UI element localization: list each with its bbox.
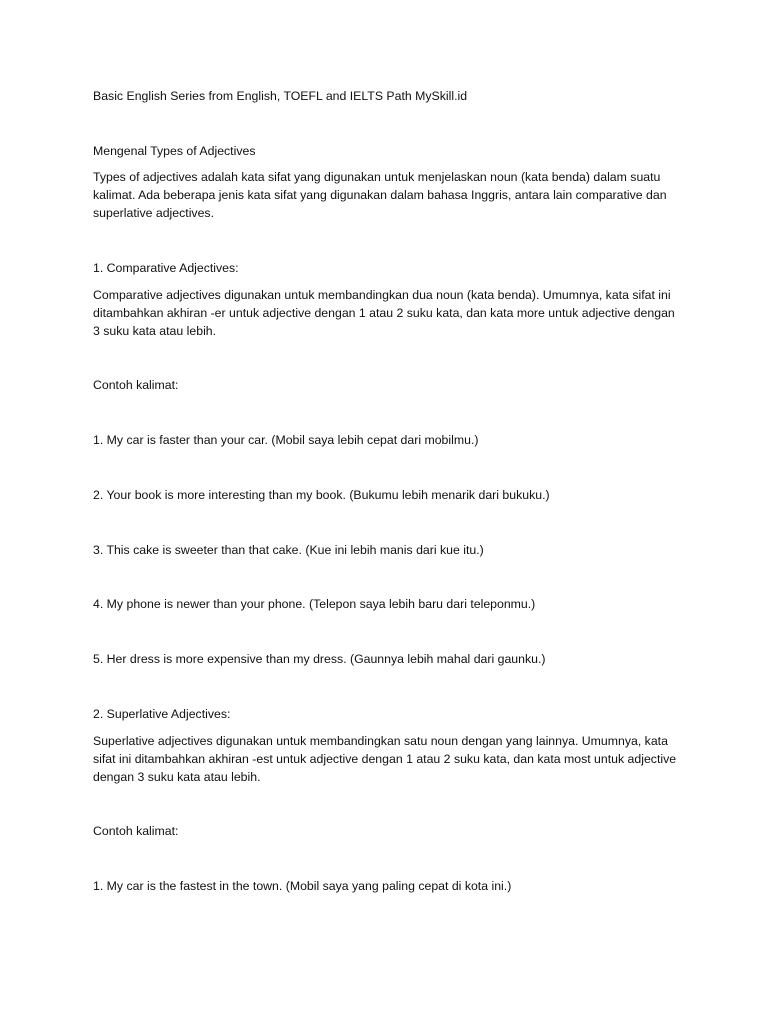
section-heading-comparative: 1. Comparative Adjectives: — [93, 261, 239, 275]
section-body-superlative: Superlative adjectives digunakan untuk membandingkan satu noun dengan yang lainnya. Umumnya, kata sifat ini ditambahkan akhiran -est untuk adjective dengan 1 atau 2 suku kata, dan kata most untuk adjective dengan 3 suku kata atau lebih. — [93, 734, 677, 784]
document-header: Basic English Series from English, TOEFL and IELTS Path MySkill.id — [93, 89, 468, 103]
document-title: Mengenal Types of Adjectives — [93, 144, 256, 158]
intro-paragraph: Types of adjectives adalah kata sifat yang digunakan untuk menjelaskan noun (kata benda) dalam suatu kalimat. Ada beberapa jenis kata sifat yang digunakan dalam bahasa Inggris, antara lain comparative dan superlative adjectives. — [93, 170, 667, 220]
example-sentence: 1. My car is the fastest in the town. (Mobil saya yang paling cepat di kota ini.) — [93, 879, 512, 893]
section-body-comparative: Comparative adjectives digunakan untuk membandingkan dua noun (kata benda). Umumnya, kata sifat ini ditambahkan akhiran -er untuk adjective dengan 1 atau 2 suku kata, dan kata more untuk adjective dengan 3 suku kata atau lebih. — [93, 288, 675, 338]
example-sentence: 2. Your book is more interesting than my book. (Bukumu lebih menarik dari bukuku.) — [93, 488, 550, 502]
example-sentence: 4. My phone is newer than your phone. (Telepon saya lebih baru dari teleponmu.) — [93, 597, 536, 611]
examples-label-comparative: Contoh kalimat: — [93, 378, 179, 392]
example-sentence: 5. Her dress is more expensive than my dress. (Gaunnya lebih mahal dari gaunku.) — [93, 652, 546, 666]
examples-label-superlative: Contoh kalimat: — [93, 824, 179, 838]
example-sentence: 1. My car is faster than your car. (Mobil saya lebih cepat dari mobilmu.) — [93, 433, 479, 447]
section-heading-superlative: 2. Superlative Adjectives: — [93, 707, 231, 721]
example-sentence: 3. This cake is sweeter than that cake. (Kue ini lebih manis dari kue itu.) — [93, 543, 484, 557]
